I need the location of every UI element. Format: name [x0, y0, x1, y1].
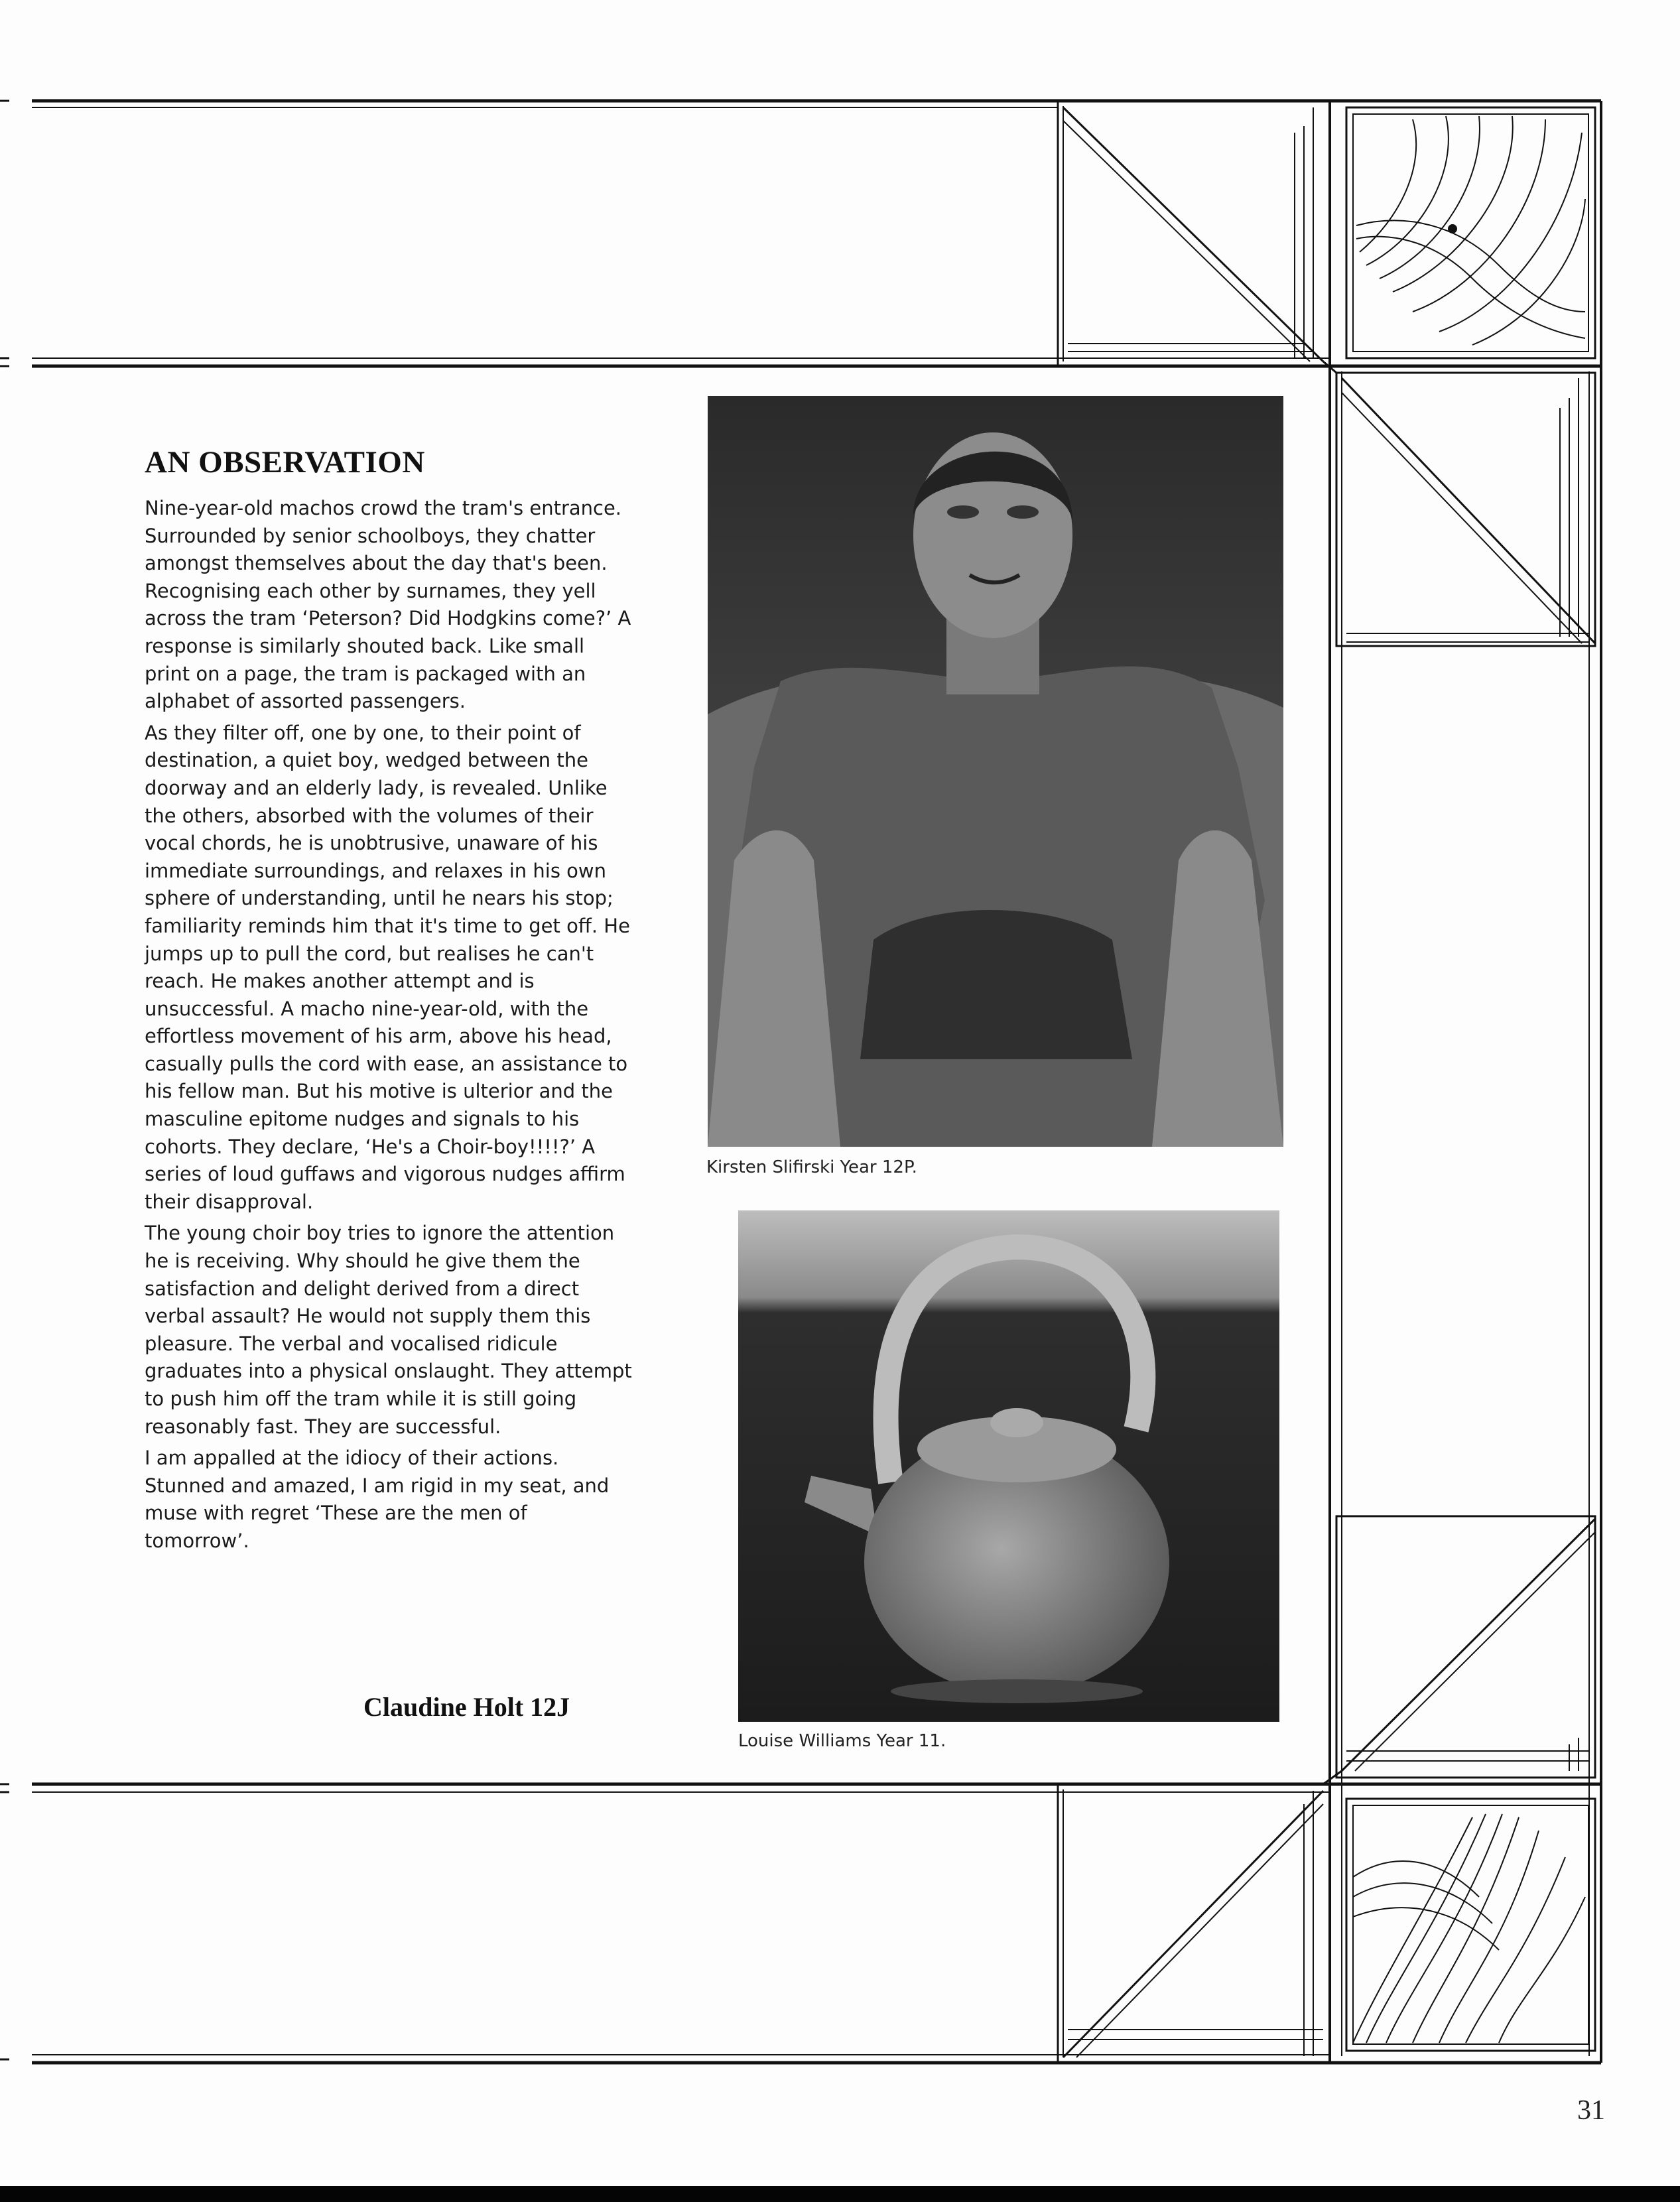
line-drawing-bottom	[1353, 1814, 1585, 2043]
line-drawing-top	[1356, 116, 1585, 345]
portrait-painting-photo	[708, 396, 1283, 1147]
bottom-edge-bar	[0, 2186, 1680, 2202]
article-paragraph: I am appalled at the idiocy of their actions. Stunned and amazed, I am rigid in my seat, and muse with regret ‘These are the men of tomorrow’.	[145, 1447, 610, 1552]
figure-caption: Kirsten Slifirski Year 12P.	[706, 1157, 917, 1177]
author-byline: Claudine Holt 12J	[363, 1692, 570, 1722]
teapot-photo	[738, 1210, 1279, 1722]
article-paragraph: The young choir boy tries to ignore the attention he is receiving. Why should he give them the satisfaction and delight derived from a direct verbal assault? He would not supply them this pleasure. The verbal and vocalised ridicule graduates into a physical onslaught. They attempt to push him off the tram while it is still going reasonably fast. They are successful.	[145, 1222, 632, 1438]
article-paragraph: Nine-year-old machos crowd the tram's entrance. Surrounded by senior schoolboys, they chatter amongst themselves about the day that's been. Recognising each other by surnames, they yell across the tram ‘Peterson? Did Hodgkins come?’ A response is similarly shouted back. Like small print on a page, the tram is packaged with an alphabet of assorted passengers.	[145, 497, 631, 713]
article-title: AN OBSERVATION	[145, 445, 425, 480]
page-number: 31	[1577, 2095, 1605, 2126]
article	[145, 444, 632, 1559]
article-paragraph: As they filter off, one by one, to their point of destination, a quiet boy, wedged between the doorway and an elderly lady, is revealed. Unlike the others, absorbed with the volumes of their vocal chords, he is unobtrusive, unaware of his immediate surroundings, and relaxes in his own sphere of understanding, until he nears his stop; familiarity reminds him that it's time to get off. He jumps up to pull the cord, but realises he can't reach. He makes another attempt and is unsuccessful. A macho nine-year-old, with the effortless movement of his arm, above his head, casually pulls the cord with ease, an assistance to his fellow man. But his motive is ulterior and the masculine epitome nudges and signals to his cohorts. They declare, ‘He's a Choir-boy!!!!?’ A series of loud guffaws and vigorous nudges affirm their disapproval.	[145, 721, 630, 1213]
figure-caption: Louise Williams Year 11.	[738, 1731, 946, 1751]
